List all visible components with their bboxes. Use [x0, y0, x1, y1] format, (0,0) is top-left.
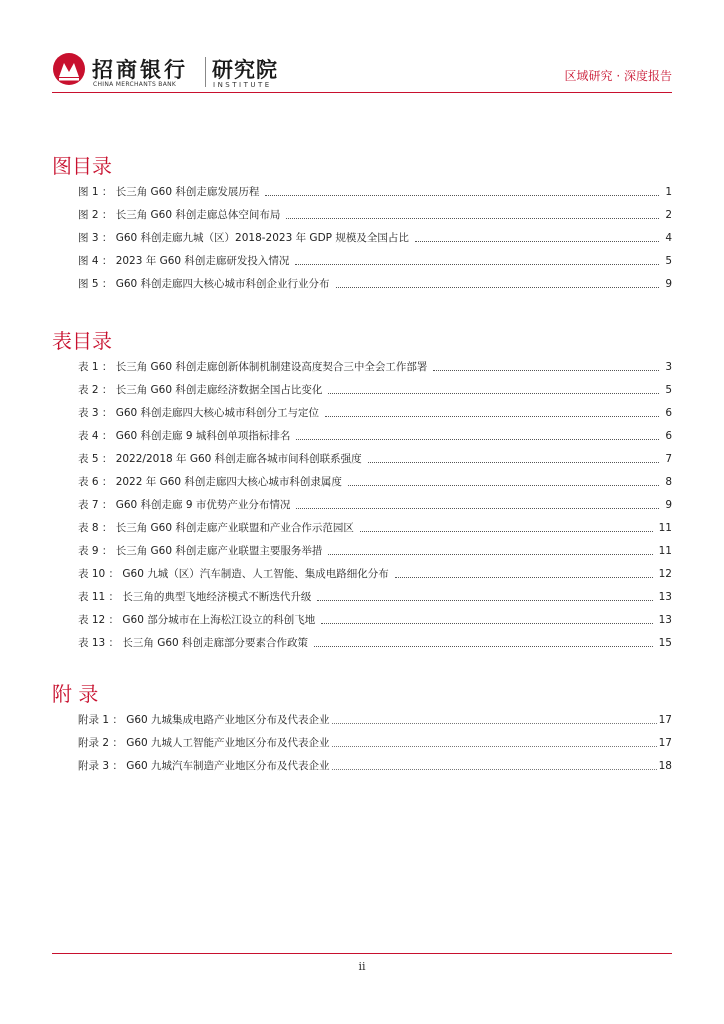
- leader-dots: [296, 508, 659, 509]
- leader-dots: [295, 264, 659, 265]
- table-entry[interactable]: [78, 539, 672, 562]
- table-entry-label: 表 6 ： 2022 年 G60 科创走廊四大核心城市科创隶属度: [78, 476, 342, 488]
- appendix-entry-label: 附录 3 ： G60 九城汽车制造产业地区分布及代表企业: [78, 760, 330, 772]
- appendix-entry-page: 18: [658, 759, 672, 772]
- leader-dots: [395, 577, 653, 578]
- leader-dots: [332, 746, 657, 747]
- table-entry[interactable]: [78, 355, 672, 378]
- leader-dots: [314, 646, 653, 647]
- appendix-entry-label: 附录 1 ： G60 九城集成电路产业地区分布及代表企业: [78, 714, 330, 726]
- figures-list: [78, 180, 672, 295]
- appendix-entry[interactable]: [78, 754, 672, 777]
- table-entry[interactable]: [78, 470, 672, 493]
- table-entry-label: 表 5 ： 2022/2018 年 G60 科创走廊各城市间科创联系强度: [78, 453, 362, 465]
- figure-entry-page: 9: [665, 277, 672, 290]
- table-entry[interactable]: [78, 631, 672, 654]
- table-entry-page: 7: [665, 452, 672, 465]
- leader-dots: [296, 439, 659, 440]
- leader-dots: [325, 416, 659, 417]
- table-entry-page: 11: [658, 521, 672, 534]
- figure-entry-page: 1: [665, 185, 672, 198]
- logo-divider: [205, 57, 206, 87]
- table-entry-label: 表 3 ： G60 科创走廊四大核心城市科创分工与定位: [78, 407, 320, 419]
- leader-dots: [348, 485, 659, 486]
- leader-dots: [286, 218, 659, 219]
- table-entry-page: 13: [658, 590, 672, 603]
- footer-divider: [52, 953, 672, 954]
- leader-dots: [317, 600, 652, 601]
- table-entry[interactable]: [78, 447, 672, 470]
- table-entry-label: 表 12 ： G60 部分城市在上海松江设立的科创飞地: [78, 614, 316, 626]
- table-entry-page: 12: [658, 567, 672, 580]
- table-entry-page: 3: [665, 360, 672, 373]
- table-entry[interactable]: [78, 493, 672, 516]
- leader-dots: [328, 554, 652, 555]
- figure-entry-label: 图 4 ： 2023 年 G60 科创走廊研发投入情况: [78, 255, 290, 267]
- table-entry-label: 表 8 ： 长三角 G60 科创走廊产业联盟和产业合作示范园区: [78, 522, 354, 534]
- table-entry-page: 5: [665, 383, 672, 396]
- appendix-title: 附 录: [52, 682, 99, 706]
- figure-entry-label: 图 2 ： 长三角 G60 科创走廊总体空间布局: [78, 209, 281, 221]
- table-entry[interactable]: [78, 608, 672, 631]
- tables-list: [78, 355, 672, 654]
- appendix-entry[interactable]: [78, 708, 672, 731]
- table-entry-label: 表 9 ： 长三角 G60 科创走廊产业联盟主要服务举措: [78, 545, 323, 557]
- appendix-list: [78, 708, 672, 777]
- leader-dots: [433, 370, 659, 371]
- figure-entry-page: 4: [665, 231, 672, 244]
- figure-entry[interactable]: [78, 272, 672, 295]
- table-entry[interactable]: [78, 424, 672, 447]
- page-number: ii: [358, 960, 366, 973]
- bank-name-cn: 招商银行: [92, 58, 188, 82]
- bank-name-en: CHINA MERCHANTS BANK: [93, 81, 177, 88]
- leader-dots: [328, 393, 659, 394]
- leader-dots: [332, 769, 657, 770]
- leader-dots: [360, 531, 653, 532]
- institute-name-cn: 研究院: [212, 58, 278, 82]
- table-entry[interactable]: [78, 516, 672, 539]
- figure-entry[interactable]: [78, 203, 672, 226]
- table-entry-page: 6: [665, 429, 672, 442]
- table-entry-label: 表 10 ： G60 九城（区）汽车制造、人工智能、集成电路细化分布: [78, 568, 389, 580]
- leader-dots: [321, 623, 652, 624]
- figures-title: 图目录: [52, 154, 112, 178]
- appendix-entry-page: 17: [658, 736, 672, 749]
- figure-entry[interactable]: [78, 226, 672, 249]
- leader-dots: [265, 195, 659, 196]
- appendix-entry-label: 附录 2 ： G60 九城人工智能产业地区分布及代表企业: [78, 737, 330, 749]
- table-entry-page: 8: [665, 475, 672, 488]
- appendix-entry[interactable]: [78, 731, 672, 754]
- table-entry-label: 表 11 ： 长三角的典型飞地经济模式不断迭代升级: [78, 591, 312, 603]
- leader-dots: [336, 287, 660, 288]
- table-entry-page: 11: [658, 544, 672, 557]
- table-entry-page: 15: [658, 636, 672, 649]
- table-entry-label: 表 1 ： 长三角 G60 科创走廊创新体制机制建设高度契合三中全会工作部署: [78, 361, 428, 373]
- header-divider: [52, 92, 672, 93]
- figure-entry[interactable]: [78, 180, 672, 203]
- leader-dots: [332, 723, 657, 724]
- table-entry-label: 表 4 ： G60 科创走廊 9 城科创单项指标排名: [78, 430, 291, 442]
- table-entry-label: 表 7 ： G60 科创走廊 9 市优势产业分布情况: [78, 499, 291, 511]
- table-entry[interactable]: [78, 401, 672, 424]
- figure-entry-page: 5: [665, 254, 672, 267]
- figure-entry-label: 图 3 ： G60 科创走廊九城（区）2018-2023 年 GDP 规模及全国占比: [78, 232, 409, 244]
- table-entry[interactable]: [78, 378, 672, 401]
- figure-entry-label: 图 5 ： G60 科创走廊四大核心城市科创企业行业分布: [78, 278, 330, 290]
- institute-name-en: INSTITUTE: [213, 81, 272, 89]
- figure-entry-label: 图 1 ： 长三角 G60 科创走廊发展历程: [78, 186, 260, 198]
- table-entry-page: 6: [665, 406, 672, 419]
- table-entry-page: 9: [665, 498, 672, 511]
- table-entry-page: 13: [658, 613, 672, 626]
- table-entry-label: 表 13 ： 长三角 G60 科创走廊部分要素合作政策: [78, 637, 309, 649]
- tables-title: 表目录: [52, 329, 112, 353]
- table-entry-label: 表 2 ： 长三角 G60 科创走廊经济数据全国占比变化: [78, 384, 323, 396]
- leader-dots: [368, 462, 660, 463]
- report-type: 区域研究 · 深度报告: [564, 69, 672, 83]
- cmb-logo-icon: [52, 52, 86, 86]
- figure-entry-page: 2: [665, 208, 672, 221]
- page-header: [0, 0, 724, 100]
- appendix-entry-page: 17: [658, 713, 672, 726]
- leader-dots: [415, 241, 659, 242]
- figure-entry[interactable]: [78, 249, 672, 272]
- table-entry[interactable]: [78, 562, 672, 585]
- table-entry[interactable]: [78, 585, 672, 608]
